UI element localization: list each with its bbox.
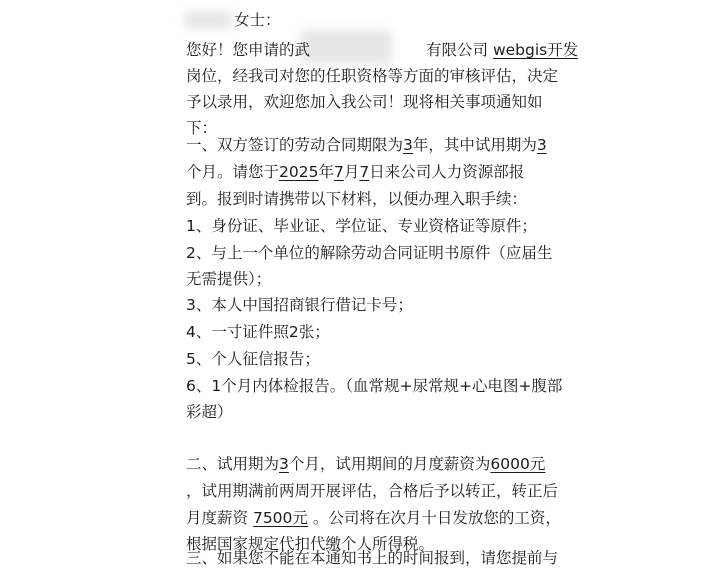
list-item: 1、身份证、毕业证、学位证、专业资格证等原件； <box>186 217 537 235</box>
report-day: 7 <box>359 163 370 181</box>
section1-line-2: 个月。请您于2025年7月7日来公司人力资源部报 <box>186 163 525 181</box>
contract-years: 3 <box>403 136 413 154</box>
list-item-continuation: 彩超） <box>186 403 233 421</box>
position-name: webgis开发 <box>492 41 579 59</box>
section1-line-3: 到。报到时请携带以下材料，以便办理入职手续： <box>186 190 528 208</box>
list-item: 2、与上一个单位的解除劳动合同证明书原件（应届生 <box>186 244 553 262</box>
section3-line-1: 三、如果您不能在本通知书上的时间报到，请您提前与 <box>186 549 559 567</box>
salutation: 女士： <box>234 11 281 29</box>
intro-line-1: 您好！您申请的武 有限公司 webgis开发 <box>186 41 579 59</box>
probation-period: 3 <box>536 136 547 154</box>
intro-line-2: 岗位，经我司对您的任职资格等方面的审核评估，决定 <box>186 67 559 85</box>
section2-line-2: ，试用期满前两周开展评估，合格后予以转正，转正后 <box>186 482 559 500</box>
list-item: 5、个人征信报告； <box>186 350 320 368</box>
section2-line-4: 根据国家规定代扣代缴个人所得税。 <box>186 535 435 553</box>
intro-line-4: 下： <box>186 119 218 137</box>
probation-salary: 6000元 <box>490 455 546 473</box>
report-month: 7 <box>333 163 344 181</box>
report-year: 2025 <box>279 163 319 181</box>
intro-line-3: 予以录用，欢迎您加入我公司！现将相关事项通知如 <box>186 93 543 111</box>
redacted-name <box>184 11 232 29</box>
section2-line-1: 二、试用期为3个月，试用期间的月度薪资为6000元 <box>186 455 546 473</box>
regular-salary: 7500元 <box>252 509 308 527</box>
list-item: 6、1个月内体检报告。（血常规+尿常规+心电图+腹部 <box>186 377 563 395</box>
list-item: 3、本人中国招商银行借记卡号； <box>186 296 413 314</box>
section2-line-3: 月度薪资 7500元 。公司将在次月十日发放您的工资， <box>186 509 561 527</box>
list-item-continuation: 无需提供）； <box>186 270 272 288</box>
probation-months: 3 <box>279 455 289 473</box>
list-item: 4、一寸证件照2张； <box>186 323 330 341</box>
section1-line-1: 一、双方签订的劳动合同期限为3年，其中试用期为3 <box>186 136 547 154</box>
